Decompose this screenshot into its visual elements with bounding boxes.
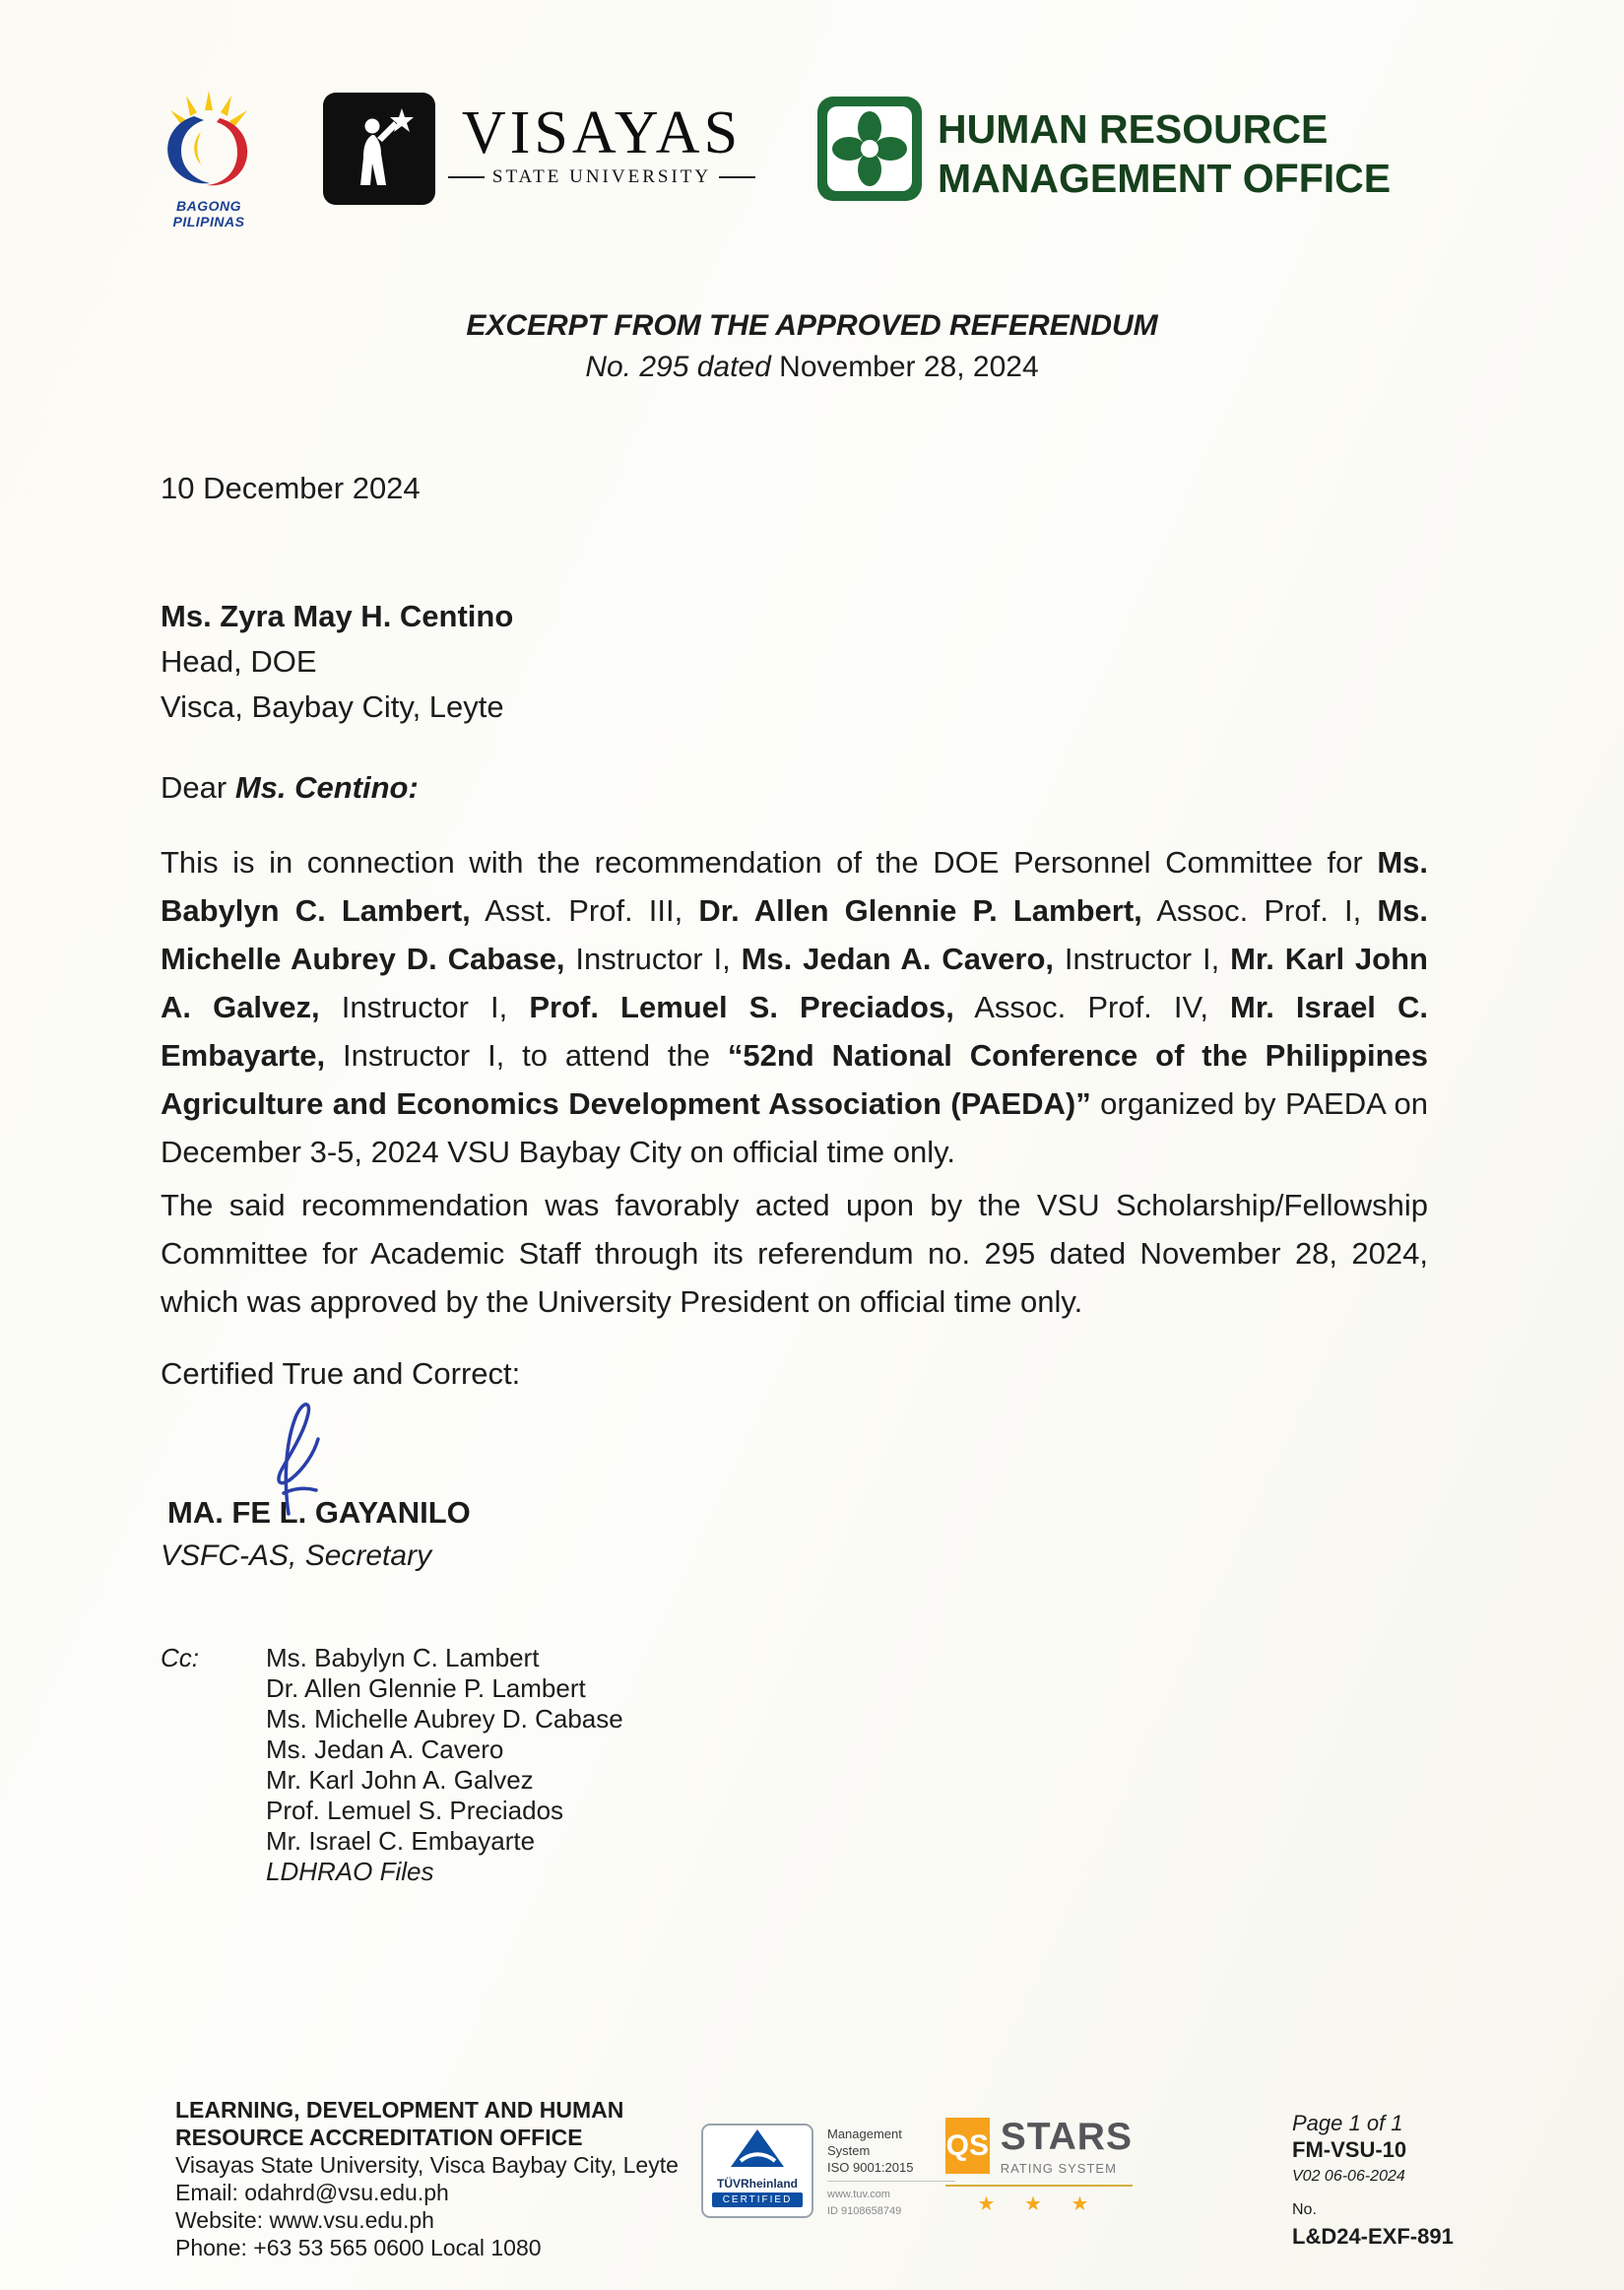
cc-name: Ms. Michelle Aubrey D. Cabase [266,1704,623,1734]
cc-name: Mr. Karl John A. Galvez [266,1765,534,1795]
tuv-divider [827,2181,955,2182]
wordmark-rule-right [719,176,755,178]
document-title [0,305,1624,388]
salutation: Dear Ms. Centino: [161,770,419,805]
footer-office-block [175,2096,679,2261]
cc-names [266,1643,623,1857]
cc-label: Cc: [161,1643,199,1672]
tuv-info-block [827,2126,955,2220]
bagong-pilipinas-label: BAGONG PILIPINAS [172,198,245,229]
signatory-name: MA. FE L. GAYANILO [167,1495,471,1530]
certification-line: Certified True and Correct: [161,1356,521,1391]
tuv-certification-badge [701,2124,813,2218]
tuv-system-line1: Management [827,2126,902,2141]
bagong-pilipinas-emblem-icon [151,89,267,191]
recipient-title: Head, DOE [161,644,317,679]
office-name-line1: HUMAN RESOURCE [938,106,1329,152]
cc-files-label: LDHRAO Files [266,1857,434,1886]
tuv-brand-label: TÜVRheinland [716,2177,798,2191]
cc-name: Ms. Jedan A. Cavero [266,1734,504,1764]
title-line1: EXCERPT FROM THE APPROVED REFERENDUM [466,309,1158,342]
university-subtitle: STATE UNIVERSITY [491,166,712,187]
cc-block [161,1643,623,1887]
tuv-system-line3: ISO 9001:2015 [827,2160,914,2175]
bagong-pilipinas-logo [144,89,274,229]
paragraph-1: This is in connection with the recommendation of the DOE Personnel Committee for Ms. Babylyn C. Lambert, Asst. Prof. III, Dr. Allen Glennie P. Lambert, Assoc. Prof. I, Ms. Michelle Aubrey D. Cabase, Instructor I, Ms. Jedan A. Cavero, Instructor I, Mr. Karl John A. Galvez, Instructor I, Prof. Lemuel S. Preciados, Assoc. Prof. IV, Mr. Israel C. Embayarte, Instructor I, to attend the “52nd National Conference of the Philippines Agriculture and Economics Development Association (PAEDA)” organized by PAEDA on December 3-5, 2024 VSU Baybay City on official time only. [161,845,1429,1169]
office-name [938,104,1391,203]
qs-rating-label: RATING SYSTEM [1000,2161,1117,2176]
recipient-name: Ms. Zyra May H. Centino [161,599,514,633]
footer-address: Visayas State University, Visca Baybay City, Leyte [175,2152,679,2178]
qs-stars-label: STARS [1000,2116,1133,2158]
qs-three-stars-icon: ★ ★ ★ [945,2185,1133,2216]
cc-name: Mr. Israel C. Embayarte [266,1826,536,1856]
footer-email: Email: odahrd@vsu.edu.ph [175,2180,449,2205]
qs-stars-badge [945,2118,1133,2216]
office-name-line2: MANAGEMENT OFFICE [938,156,1392,201]
title-line2: No. 295 dated November 28, 2024 [585,351,1039,383]
cc-name: Dr. Allen Glennie P. Lambert [266,1673,586,1703]
document-meta-block [1292,2110,1454,2250]
recipient-block [161,594,513,730]
tuv-id: ID 9108658749 [827,2205,902,2217]
hrmo-logo [817,97,922,206]
vsu-seal-logo [323,93,435,210]
footer-office-line2: RESOURCE ACCREDITATION OFFICE [175,2125,583,2150]
form-number: FM-VSU-10 [1292,2137,1407,2162]
tuv-system-line2: System [827,2143,871,2158]
vsu-statue-icon [323,93,435,205]
cc-name: Ms. Babylyn C. Lambert [266,1643,540,1672]
footer-office-line1: LEARNING, DEVELOPMENT AND HUMAN [175,2097,624,2123]
form-version: V02 06-06-2024 [1292,2168,1405,2185]
cc-name: Prof. Lemuel S. Preciados [266,1796,564,1825]
footer-phone: Phone: +63 53 565 0600 Local 1080 [175,2235,542,2260]
university-name: VISAYAS [461,99,743,166]
letter-date: 10 December 2024 [161,471,421,505]
vsu-wordmark [448,99,755,188]
tuv-url: www.tuv.com [827,2189,890,2200]
qs-logo-icon: QS [945,2118,990,2174]
page-number: Page 1 of 1 [1292,2111,1403,2135]
tuv-triangle-icon [703,2126,812,2171]
recipient-address: Visca, Baybay City, Leyte [161,689,504,724]
signatory-title: VSFC-AS, Secretary [161,1539,432,1572]
doc-no-label: No. [1292,2201,1317,2218]
doc-code: L&D24-EXF-891 [1292,2224,1454,2249]
footer-website: Website: www.vsu.edu.ph [175,2207,434,2233]
hrmo-emblem-icon [817,97,922,201]
wordmark-rule-left [448,176,485,178]
paragraph-2: The said recommendation was favorably acted upon by the VSU Scholarship/Fellowship Committee for Academic Staff through its referendum no. 295 dated November 28, 2024, which was approved by the University President on official time only. [161,1188,1428,1319]
tuv-certified-label: CERTIFIED [712,2192,803,2207]
